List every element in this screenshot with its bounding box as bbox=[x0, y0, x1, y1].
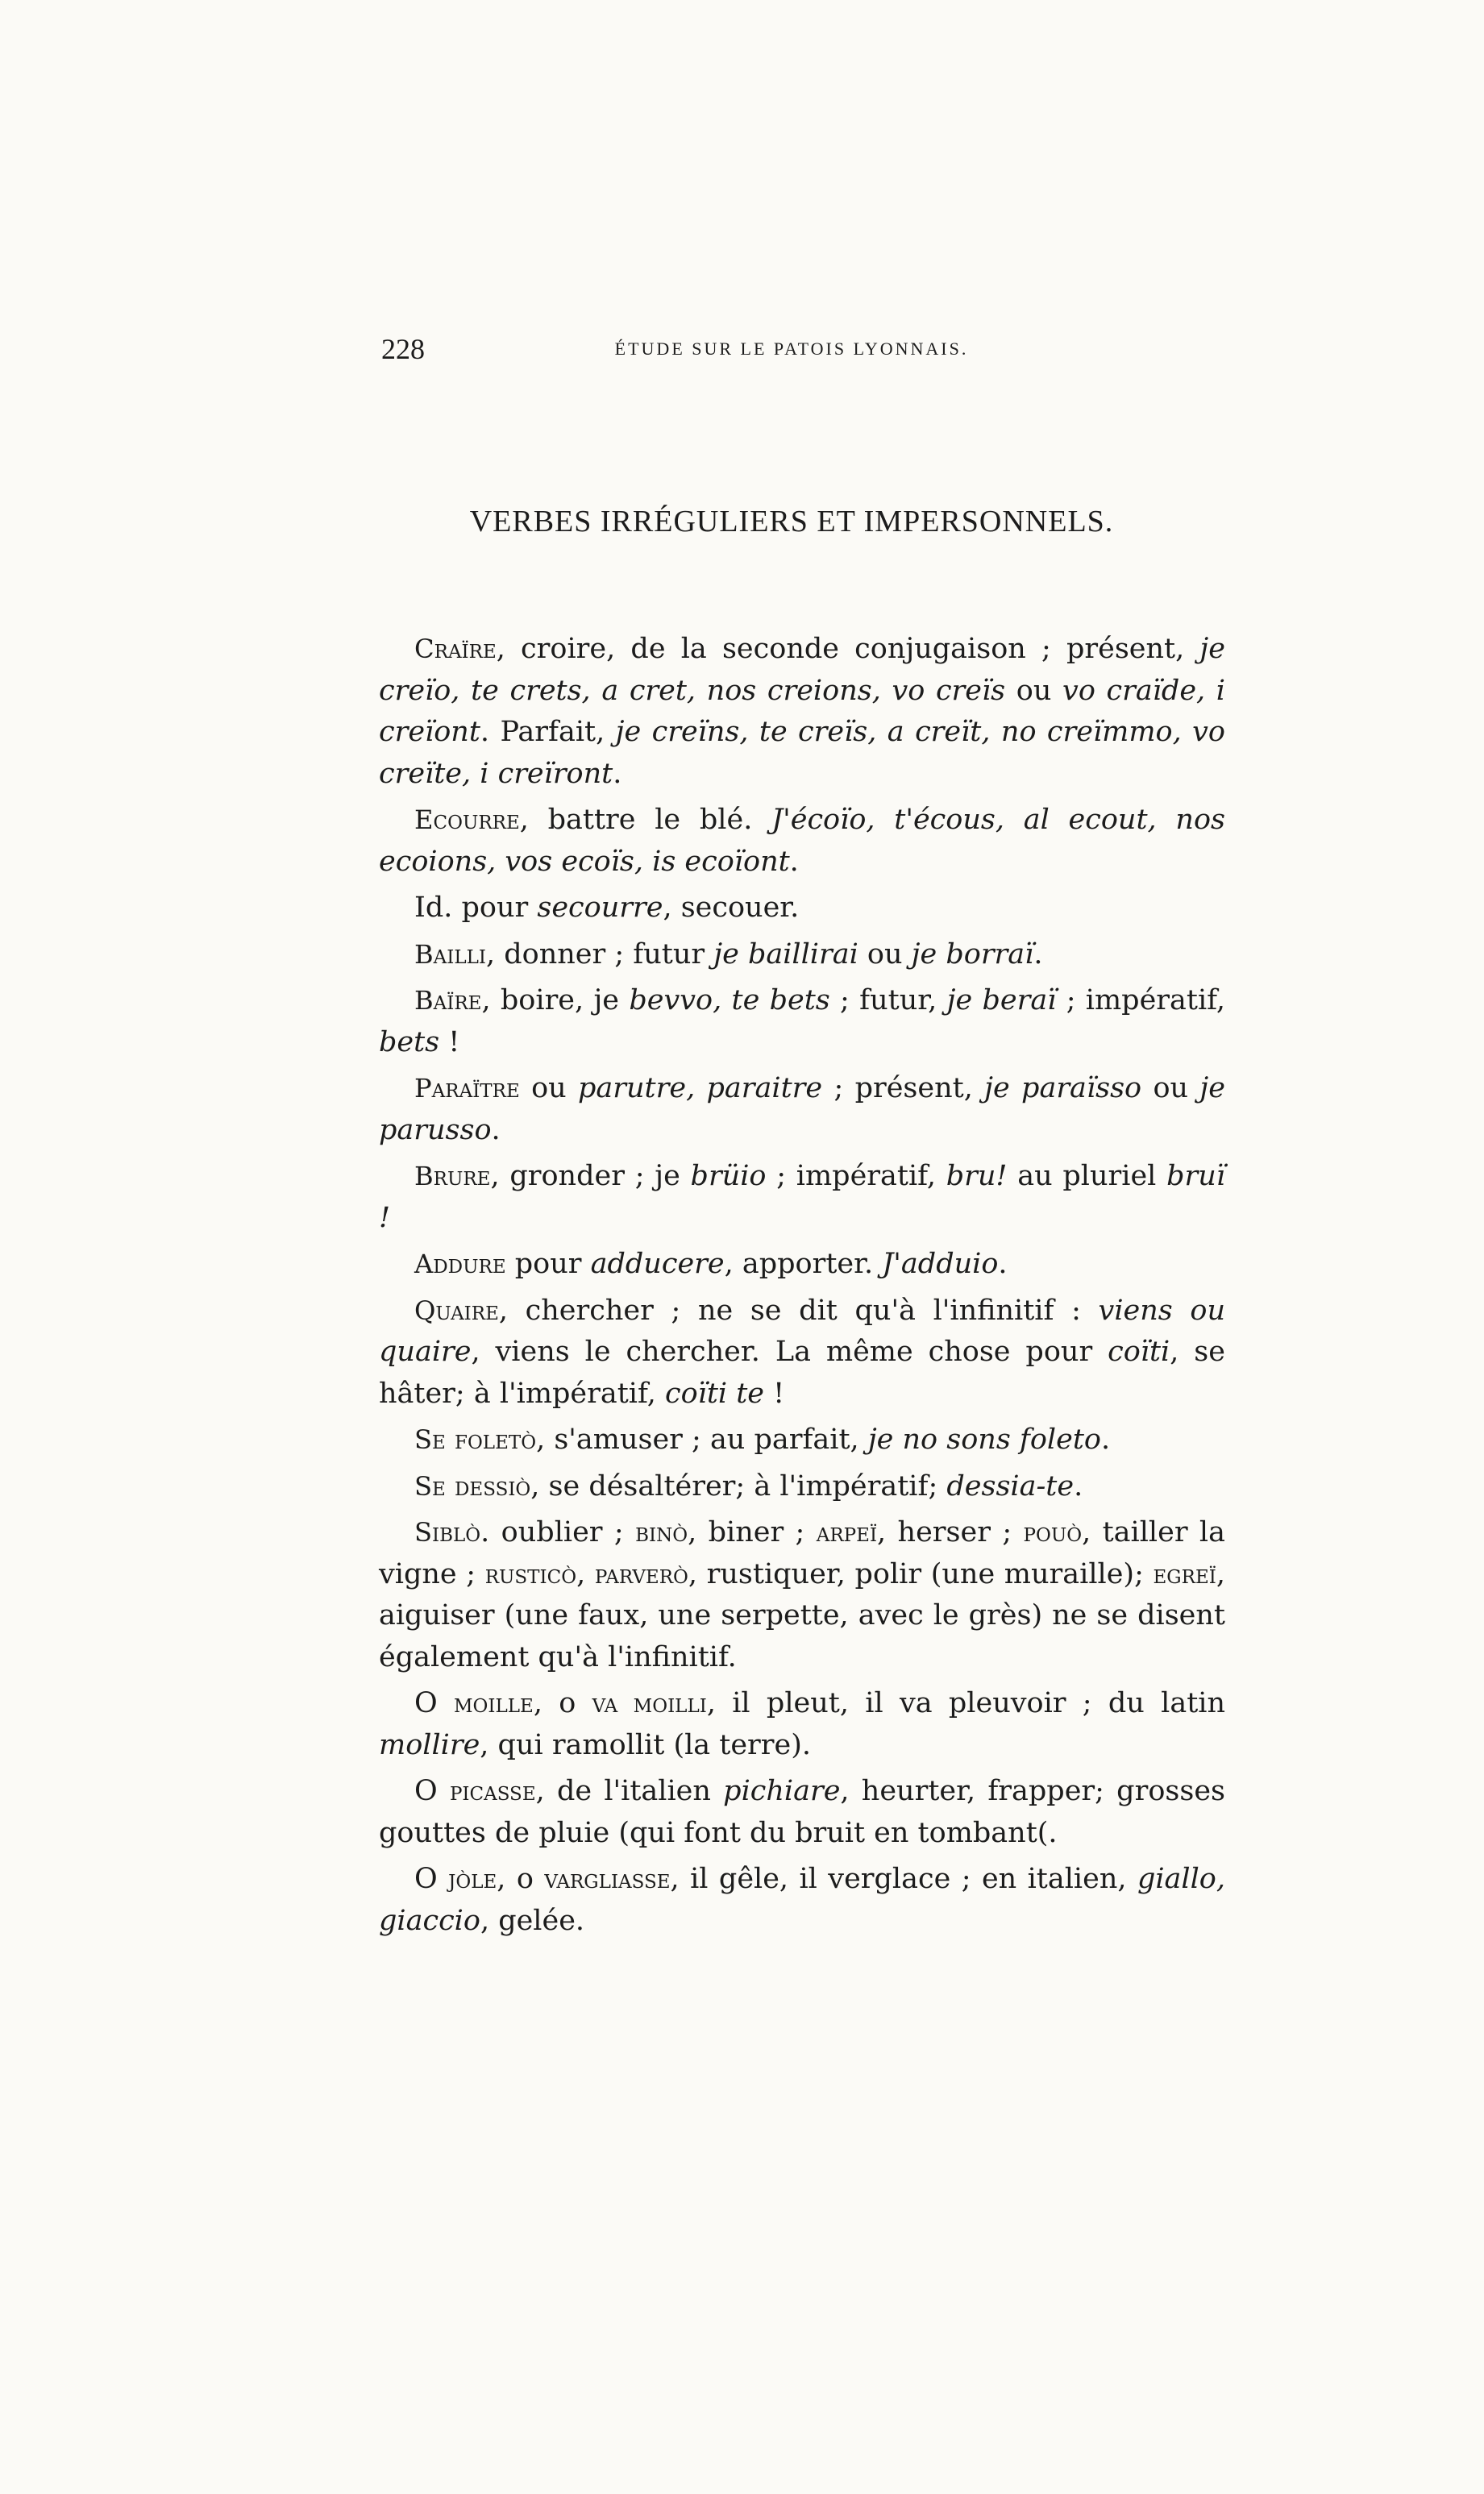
running-head: ÉTUDE SUR LE PATOIS LYONNAIS. bbox=[614, 339, 969, 359]
text-span: ; futur, bbox=[829, 984, 947, 1016]
italic-span: pichiare bbox=[723, 1775, 841, 1807]
italic-span: dessia-te bbox=[946, 1469, 1075, 1503]
paragraph-paraitre bbox=[379, 1068, 1225, 1151]
text-span: , donner ; futur bbox=[485, 937, 714, 971]
italic-span: adducere bbox=[590, 1248, 725, 1280]
italic-span: parutre, paraitre bbox=[578, 1072, 823, 1104]
text-span: ou bbox=[519, 1072, 579, 1104]
text-span: . bbox=[998, 1248, 1008, 1280]
page-header bbox=[381, 332, 1202, 380]
smallcaps-span: jòle bbox=[448, 1864, 497, 1894]
smallcaps-span: picasse bbox=[449, 1776, 536, 1806]
italic-span: je paraïsso bbox=[984, 1072, 1142, 1104]
text-span: , il gêle, il verglace ; en italien, bbox=[670, 1863, 1137, 1895]
page-number: 228 bbox=[381, 333, 425, 365]
text-span: O bbox=[414, 1775, 450, 1807]
text-span: O bbox=[414, 1687, 454, 1719]
smallcaps-span: rusticò bbox=[484, 1558, 577, 1590]
text-span: , tailler la vigne ; bbox=[379, 1516, 1225, 1590]
text-span: ; impératif, bbox=[766, 1160, 946, 1192]
text-span: . bbox=[613, 757, 622, 790]
paragraph-baire bbox=[379, 980, 1225, 1063]
italic-span: bevvo, te bets bbox=[629, 984, 830, 1016]
smallcaps-span: moille bbox=[454, 1688, 534, 1719]
italic-span: bets bbox=[379, 1025, 440, 1058]
text-span: . oublier ; bbox=[480, 1516, 636, 1548]
text-span: , biner ; bbox=[688, 1516, 817, 1548]
paragraph-quaire bbox=[379, 1291, 1225, 1415]
italic-span: J'écoïo, t'écous, al ecout, nos ecoions, vos ecoïs, is ecoïont bbox=[379, 804, 1225, 878]
paragraph-ecourre bbox=[379, 800, 1225, 883]
text-span: . bbox=[1074, 1469, 1083, 1503]
italic-span: secourre bbox=[537, 892, 663, 924]
body-text bbox=[379, 629, 1225, 1947]
italic-span: J'adduio bbox=[882, 1248, 999, 1280]
paragraph-picasse bbox=[379, 1771, 1225, 1854]
paragraph-foleto bbox=[379, 1420, 1225, 1461]
headword: foletò bbox=[454, 1424, 537, 1455]
text-span: , se hâter; à l'impératif, bbox=[379, 1336, 1225, 1410]
text-span: Id. pour bbox=[414, 892, 538, 924]
text-span: , herser ; bbox=[877, 1516, 1024, 1548]
text-span: , viens le chercher. La même chose pour bbox=[471, 1336, 1108, 1368]
text-span: , o bbox=[497, 1863, 545, 1895]
italic-span: je baillirai bbox=[713, 937, 858, 971]
paragraph-addure bbox=[379, 1244, 1225, 1286]
text-span: , aiguiser (une faux, une serpette, avec le grès) ne se disent également qu'à l'infinitif. bbox=[379, 1557, 1226, 1673]
text-span: , il pleut, il va pleuvoir ; du latin bbox=[706, 1687, 1225, 1719]
text-span: ; impératif, bbox=[1056, 984, 1225, 1016]
smallcaps-span: parverò bbox=[594, 1558, 688, 1590]
italic-span: viens ou quaire bbox=[379, 1294, 1225, 1368]
text-span: O bbox=[414, 1863, 449, 1895]
text-span: ou bbox=[1141, 1072, 1200, 1104]
paragraph-id bbox=[379, 887, 1225, 929]
smallcaps-span: pouò bbox=[1023, 1517, 1083, 1548]
text-span: au pluriel bbox=[1007, 1160, 1167, 1192]
text-span: , battre le blé. bbox=[519, 804, 772, 836]
text-span: , heurter, frapper; grosses gouttes de pluie (qui font du bruit en tombant(. bbox=[379, 1775, 1225, 1849]
text-span: , boire, je bbox=[481, 984, 630, 1016]
italic-span: je parusso bbox=[379, 1072, 1225, 1146]
text-span: , de l'italien bbox=[535, 1775, 724, 1807]
text-span: , apporter. bbox=[724, 1248, 883, 1280]
italic-span: vo craïde, i creïont bbox=[379, 674, 1225, 748]
headword: Brure bbox=[414, 1161, 491, 1191]
paragraph-bailli bbox=[379, 934, 1225, 976]
text-span: , gronder ; je bbox=[490, 1160, 691, 1192]
paragraph-dessio bbox=[379, 1466, 1225, 1508]
text-span: . bbox=[789, 845, 799, 878]
italic-span: coïti te bbox=[664, 1377, 764, 1410]
text-span: pour bbox=[505, 1248, 591, 1280]
text-span: , bbox=[576, 1557, 595, 1590]
smallcaps-span: binò bbox=[635, 1517, 688, 1548]
headword: Siblò bbox=[414, 1517, 481, 1548]
text-span: . bbox=[491, 1113, 501, 1146]
headword: Quaire bbox=[414, 1295, 499, 1326]
text-span: , se désaltérer; à l'impératif; bbox=[530, 1469, 947, 1503]
italic-span: je borraï bbox=[911, 937, 1034, 971]
text-span: , secouer. bbox=[663, 892, 800, 924]
smallcaps-span: arpeï bbox=[816, 1517, 878, 1548]
text-span: , o bbox=[533, 1687, 592, 1719]
text-span: ! bbox=[439, 1025, 460, 1058]
section-title: VERBES IRRÉGULIERS ET IMPERSONNELS. bbox=[469, 505, 1114, 538]
headword: Paraïtre bbox=[414, 1073, 520, 1104]
text-span: ; présent, bbox=[822, 1072, 985, 1104]
headword: Craïre bbox=[414, 634, 497, 664]
text-span: , s'amuser ; au parfait, bbox=[536, 1424, 868, 1456]
text-span: , chercher ; ne se dit qu'à l'infinitif : bbox=[498, 1294, 1099, 1327]
italic-span: je no sons foleto bbox=[867, 1424, 1101, 1456]
italic-span: mollire bbox=[379, 1728, 480, 1761]
text-span: . bbox=[1033, 937, 1043, 971]
italic-span: coïti bbox=[1108, 1336, 1170, 1368]
headword: Ecourre bbox=[414, 804, 520, 835]
text-span: , rustiquer, polir (une muraille); bbox=[688, 1557, 1154, 1590]
headword: dessiò bbox=[454, 1470, 531, 1502]
paragraph-brure bbox=[379, 1156, 1225, 1239]
paragraph-moille bbox=[379, 1683, 1225, 1766]
italic-span: brüio bbox=[690, 1160, 767, 1192]
italic-span: je creïns, te creïs, a creït, no creïmmo, vo creïte, i creïront bbox=[379, 716, 1225, 790]
text-span: , qui ramollit (la terre). bbox=[480, 1728, 812, 1761]
text-span: ou bbox=[858, 937, 912, 971]
headword: Bailli bbox=[414, 938, 486, 970]
smallcaps-span: va moilli bbox=[592, 1688, 707, 1719]
italic-span: bru! bbox=[946, 1160, 1008, 1192]
paragraph-jole bbox=[379, 1859, 1225, 1942]
headword: Baïre bbox=[414, 985, 482, 1016]
text-span: ! bbox=[764, 1377, 785, 1410]
text-span: , gelée. bbox=[480, 1904, 585, 1937]
italic-span: bruï ! bbox=[379, 1160, 1225, 1234]
paragraph-siblo bbox=[379, 1512, 1225, 1678]
italic-span: je beraï bbox=[946, 984, 1057, 1016]
smallcaps-span: egreï bbox=[1153, 1558, 1216, 1590]
text-span: . bbox=[1100, 1424, 1111, 1456]
paragraph-craire bbox=[379, 629, 1225, 795]
smallcaps-span: vargliasse bbox=[544, 1864, 671, 1894]
headword: Se bbox=[414, 1424, 446, 1455]
italic-span: je creïo, te crets, a cret, nos creions, vo creïs bbox=[379, 633, 1225, 707]
text-span: ou bbox=[1005, 674, 1063, 707]
text-span: , croire, de la seconde conjugaison ; présent, bbox=[496, 633, 1200, 665]
italic-span: giallo, giaccio bbox=[379, 1863, 1225, 1937]
headword: Se bbox=[414, 1470, 446, 1502]
text-span: . Parfait, bbox=[480, 716, 616, 748]
headword: Addure bbox=[414, 1249, 506, 1279]
